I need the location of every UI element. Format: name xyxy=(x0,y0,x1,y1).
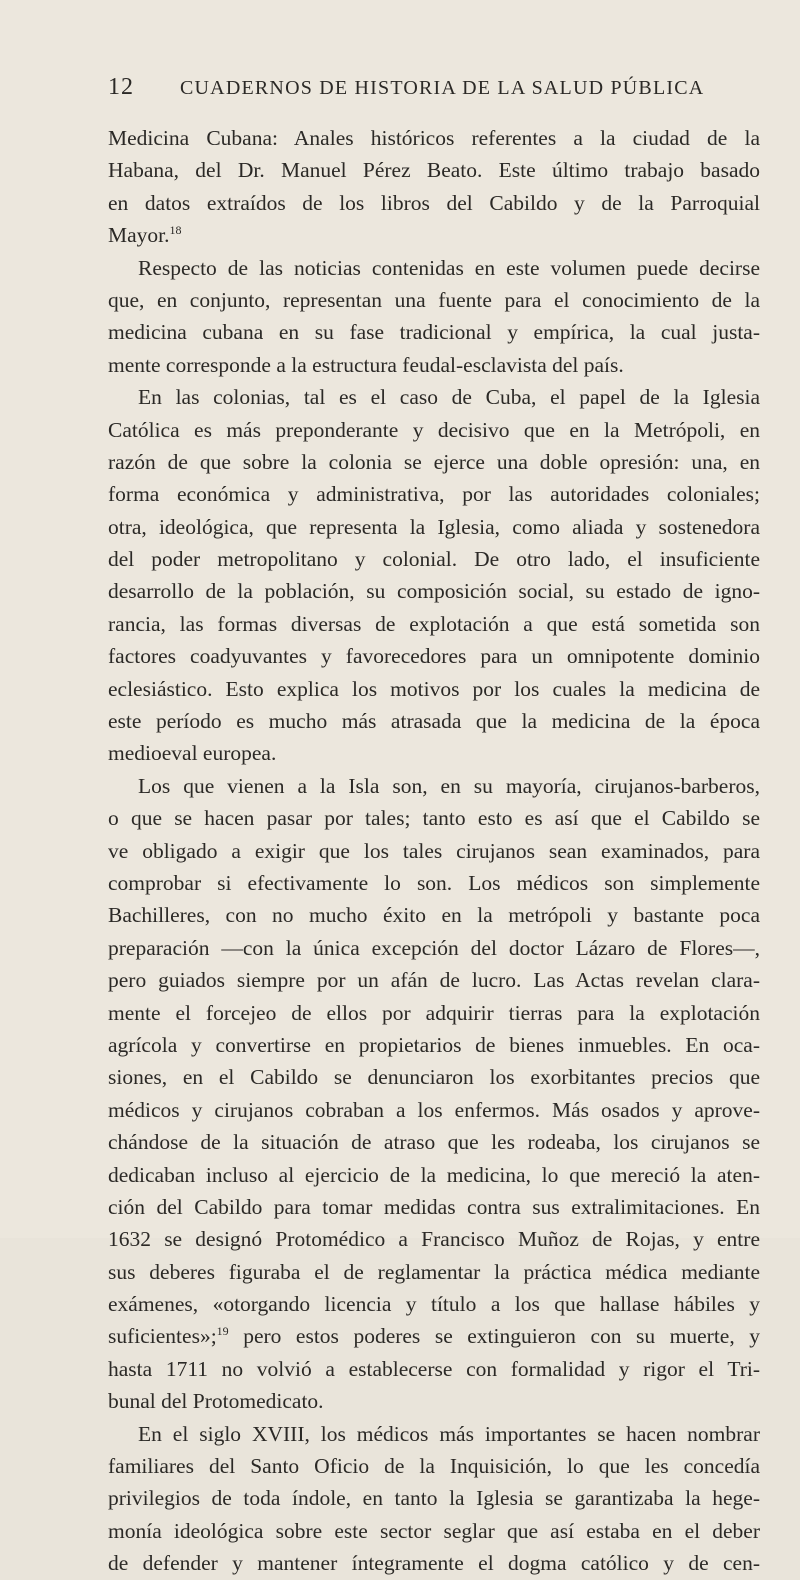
text-line: o que se hacen pasar por tales; tanto esto es así que el Cabildo se xyxy=(108,806,760,831)
text-line: Mayor.$^{18}$ xyxy=(108,223,182,248)
text-line: medioeval europea. xyxy=(108,741,277,766)
body-text xyxy=(108,122,760,1580)
text-line: otra, ideológica, que representa la Iglesia, como aliada y sostenedora xyxy=(108,514,760,539)
text-line: monía ideológica sobre este sector seglar que así estaba en el deber xyxy=(108,1518,760,1543)
text-line: privilegios de toda índole, en tanto la Iglesia se garantizaba la hege- xyxy=(108,1486,760,1511)
text-line: de defender y mantener íntegramente el dogma católico y de cen- xyxy=(108,1551,760,1576)
text-line: preparación —con la única excepción del doctor Lázaro de Flores—, xyxy=(108,935,760,960)
text-line: razón de que sobre la colonia se ejerce una doble opresión: una, en xyxy=(108,449,760,474)
text-line: rancia, las formas diversas de explotación a que está sometida son xyxy=(108,611,760,636)
text-line: médicos y cirujanos cobraban a los enfermos. Más osados y aprove- xyxy=(108,1097,760,1122)
text-line: pero guiados siempre por un afán de lucro. Las Actas revelan clara- xyxy=(108,968,760,993)
text-line: hasta 1711 no volvió a establecerse con formalidad y rigor el Tri- xyxy=(108,1356,760,1381)
text-line: ción del Cabildo para tomar medidas contra sus extralimitaciones. En xyxy=(108,1194,760,1219)
text-line: exámenes, «otorgando licencia y título a los que hallase hábiles y xyxy=(108,1292,760,1317)
text-line: que, en conjunto, representan una fuente para el conocimiento de la xyxy=(108,287,760,312)
text-line: desarrollo de la población, su composición social, su estado de igno- xyxy=(108,579,760,604)
text-line: factores coadyuvantes y favorecedores para un omnipotente dominio xyxy=(108,644,760,669)
text-line: familiares del Santo Oficio de la Inquisición, lo que les concedía xyxy=(108,1454,760,1479)
text-line: 1632 se designó Protomédico a Francisco Muñoz de Rojas, y entre xyxy=(108,1227,760,1252)
text-line: eclesiástico. Esto explica los motivos por los cuales la medicina de xyxy=(108,676,760,701)
text-line: este período es mucho más atrasada que la medicina de la época xyxy=(108,709,760,734)
text-line: siones, en el Cabildo se denunciaron los exorbitantes precios que xyxy=(108,1065,760,1090)
text-line: mente corresponde a la estructura feudal-esclavista del país. xyxy=(108,352,624,377)
footnote-ref-18: 18 xyxy=(169,223,182,238)
text-line: dedicaban incluso al ejercicio de la medicina, lo que mereció la aten- xyxy=(108,1162,760,1187)
text-line: chándose de la situación de atraso que les rodeaba, los cirujanos se xyxy=(108,1130,760,1155)
text-line: ve obligado a exigir que los tales cirujanos sean examinados, para xyxy=(108,838,760,863)
text-line: Medicina Cubana: Anales históricos referentes a la ciudad de la xyxy=(108,126,760,150)
text-line: En las colonias, tal es el caso de Cuba, el papel de la Iglesia xyxy=(138,385,760,410)
text-line: agrícola y convertirse en propietarios de bienes inmuebles. En oca- xyxy=(108,1032,760,1057)
page-number: 12 xyxy=(108,74,134,100)
text-line: Católica es más preponderante y decisivo que en la Metrópoli, en xyxy=(108,417,760,442)
text-line: del poder metropolitano y colonial. De otro lado, el insuficiente xyxy=(108,547,760,572)
text-line: mente el forcejeo de ellos por adquirir tierras para la explotación xyxy=(108,1000,760,1025)
page-header xyxy=(108,74,758,114)
text-line: bunal del Protomedicato. xyxy=(108,1389,324,1414)
running-title: CUADERNOS DE HISTORIA DE LA SALUD PÚBLICA xyxy=(180,77,705,99)
text-line: en datos extraídos de los libros del Cabildo y de la Parroquial xyxy=(108,190,760,215)
text-line: Respecto de las noticias contenidas en este volumen puede decirse xyxy=(138,255,760,280)
footnote-ref-19: 19 xyxy=(216,1324,229,1339)
text-line: Bachilleres, con no mucho éxito en la metrópoli y bastante poca xyxy=(108,903,760,928)
text-line: Habana, del Dr. Manuel Pérez Beato. Este último trabajo basado xyxy=(108,158,760,183)
text-line: suficientes»;$^{19}$ pero estos poderes se extinguieron con su muerte, y xyxy=(108,1324,760,1349)
text-line: En el siglo XVIII, los médicos más importantes se hacen nombrar xyxy=(138,1421,760,1446)
text-line: comprobar si efectivamente lo son. Los médicos son simplemente xyxy=(108,870,760,895)
text-line: sus deberes figuraba el de reglamentar la práctica médica mediante xyxy=(108,1259,760,1284)
text-line: forma económica y administrativa, por las autoridades coloniales; xyxy=(108,482,760,507)
text-line: medicina cubana en su fase tradicional y empírica, la cual justa- xyxy=(108,320,760,345)
text-line: Los que vienen a la Isla son, en su mayoría, cirujanos-barberos, xyxy=(138,773,760,798)
